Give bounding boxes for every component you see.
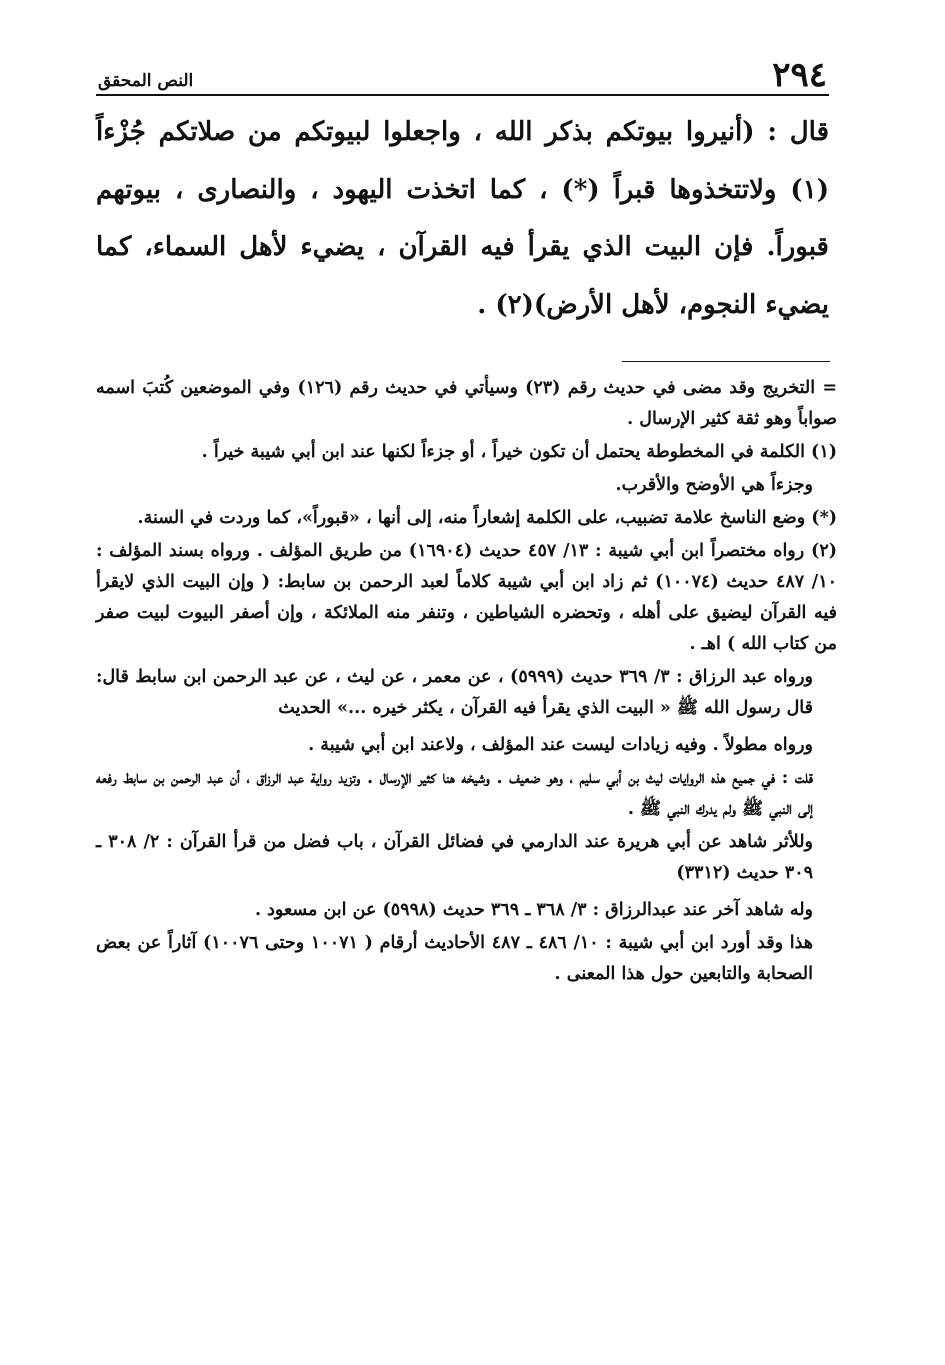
footnote-2-shahid-abdulrazzaq: وله شاهد آخر عند عبدالرزاق : ٣/ ٣٦٨ ـ ٣٦٩ حديث (٥٩٩٨) عن ابن مسعود . (254, 900, 813, 920)
running-title: النص المحقق (98, 71, 194, 91)
header-divider (96, 94, 829, 96)
main-text (96, 104, 829, 334)
page-header (98, 40, 827, 95)
footnote-2-ibn-abi-shayba: هذا وقد أورد ابن أبي شيبة : ١٠/ ٤٨٦ ـ ٤٨٧ الأحاديث أرقام ( ١٠٠٧١ وحتى ١٠٠٧٦) آثاراً عن بعض الصحابة والتابعين حول هذا المعنى . (96, 933, 814, 984)
footnote-divider (622, 361, 830, 362)
footnotes (96, 373, 837, 992)
footnote-2: (٢) رواه مختصراً ابن أبي شيبة : ١٣/ ٤٥٧ حديث (١٦٩٠٤) من طريق المؤلف . ورواه بسند المؤلف : ١٠/ ٤٨٧ حديث (١٠٠٧٤) ثم زاد ابن أبي شيبة كلاماً لعبد الرحمن بن سابط: ( وإن البيت الذي لايقرأ فيه القرآن ليضيق على أهله ، وتحضره الشياطين ، وتنفر منه الملائكة ، وإن أصفر البيوت لبيت صفر من كتاب الله ) اهـ . (96, 541, 837, 654)
footnote-star: (*) وضع الناسخ علامة تضبيب، على الكلمة إشعاراً منه، إلى أنها ، «قبوراً»، كما وردت في السنة. (137, 508, 837, 528)
footnote-2-qultu: قلت : في جميع هذه الروايات ليث بن أبي سليم ، وهو ضعيف . وشيخه هنا كثير الإرسال . وتزيد رواية عبد الرزاق ، أن عبد الرحمن بن سابط رفعه إلى النبي ﷺ ولم يدرك النبي ﷺ . (96, 768, 813, 819)
footnote-2-mutawwal: ورواه مطولاً . وفيه زيادات ليست عند المؤلف ، ولاعند ابن أبي شيبة . (308, 735, 813, 755)
hadith-paragraph: قال : (أنيروا بيوتكم بذكر الله ، واجعلوا لبيوتكم من صلاتكم جُزْءاً (١) ولاتتخذوها قبراً (*) ، كما اتخذت اليهود ، والنصارى ، بيوتهم قبوراً. فإن البيت الذي يقرأ فيه القرآن ، يضيء لأهل السماء، كما يضيء النجوم، لأهل الأرض)(٢) . (96, 117, 829, 320)
footnote-2-shahid-darimi: وللأثر شاهد عن أبي هريرة عند الدارمي في فضائل القرآن ، باب فضل من قرأ القرآن : ٢/ ٣٠٨ ـ ٣٠٩ حديث (٣٣١٢) (96, 832, 813, 883)
footnote-1: (١) الكلمة في المخطوطة يحتمل أن تكون خيراً ، أو جزءاً لكنها عند ابن أبي شيبة خيراً . (201, 442, 837, 462)
footnote-2-abdulrazzaq: ورواه عبد الرزاق : ٣/ ٣٦٩ حديث (٥٩٩٩) ، عن معمر ، عن ليث ، عن عبد الرحمن ابن سابط قال: قال رسول الله ﷺ « البيت الذي يقرأ فيه القرآن ، يكثر خيره ...» الحديث (96, 667, 813, 718)
page-number: ٢٩٤ (772, 55, 827, 95)
footnote-1-continued: وجزءاً هي الأوضح والأقرب. (615, 475, 813, 495)
footnote-continuation: = التخريج وقد مضى في حديث رقم (٢٣) وسيأتي في حديث رقم (١٢٦) وفي الموضعين كُتبَ اسمه صواباً وهو ثقة كثير الإرسال . (96, 378, 837, 429)
